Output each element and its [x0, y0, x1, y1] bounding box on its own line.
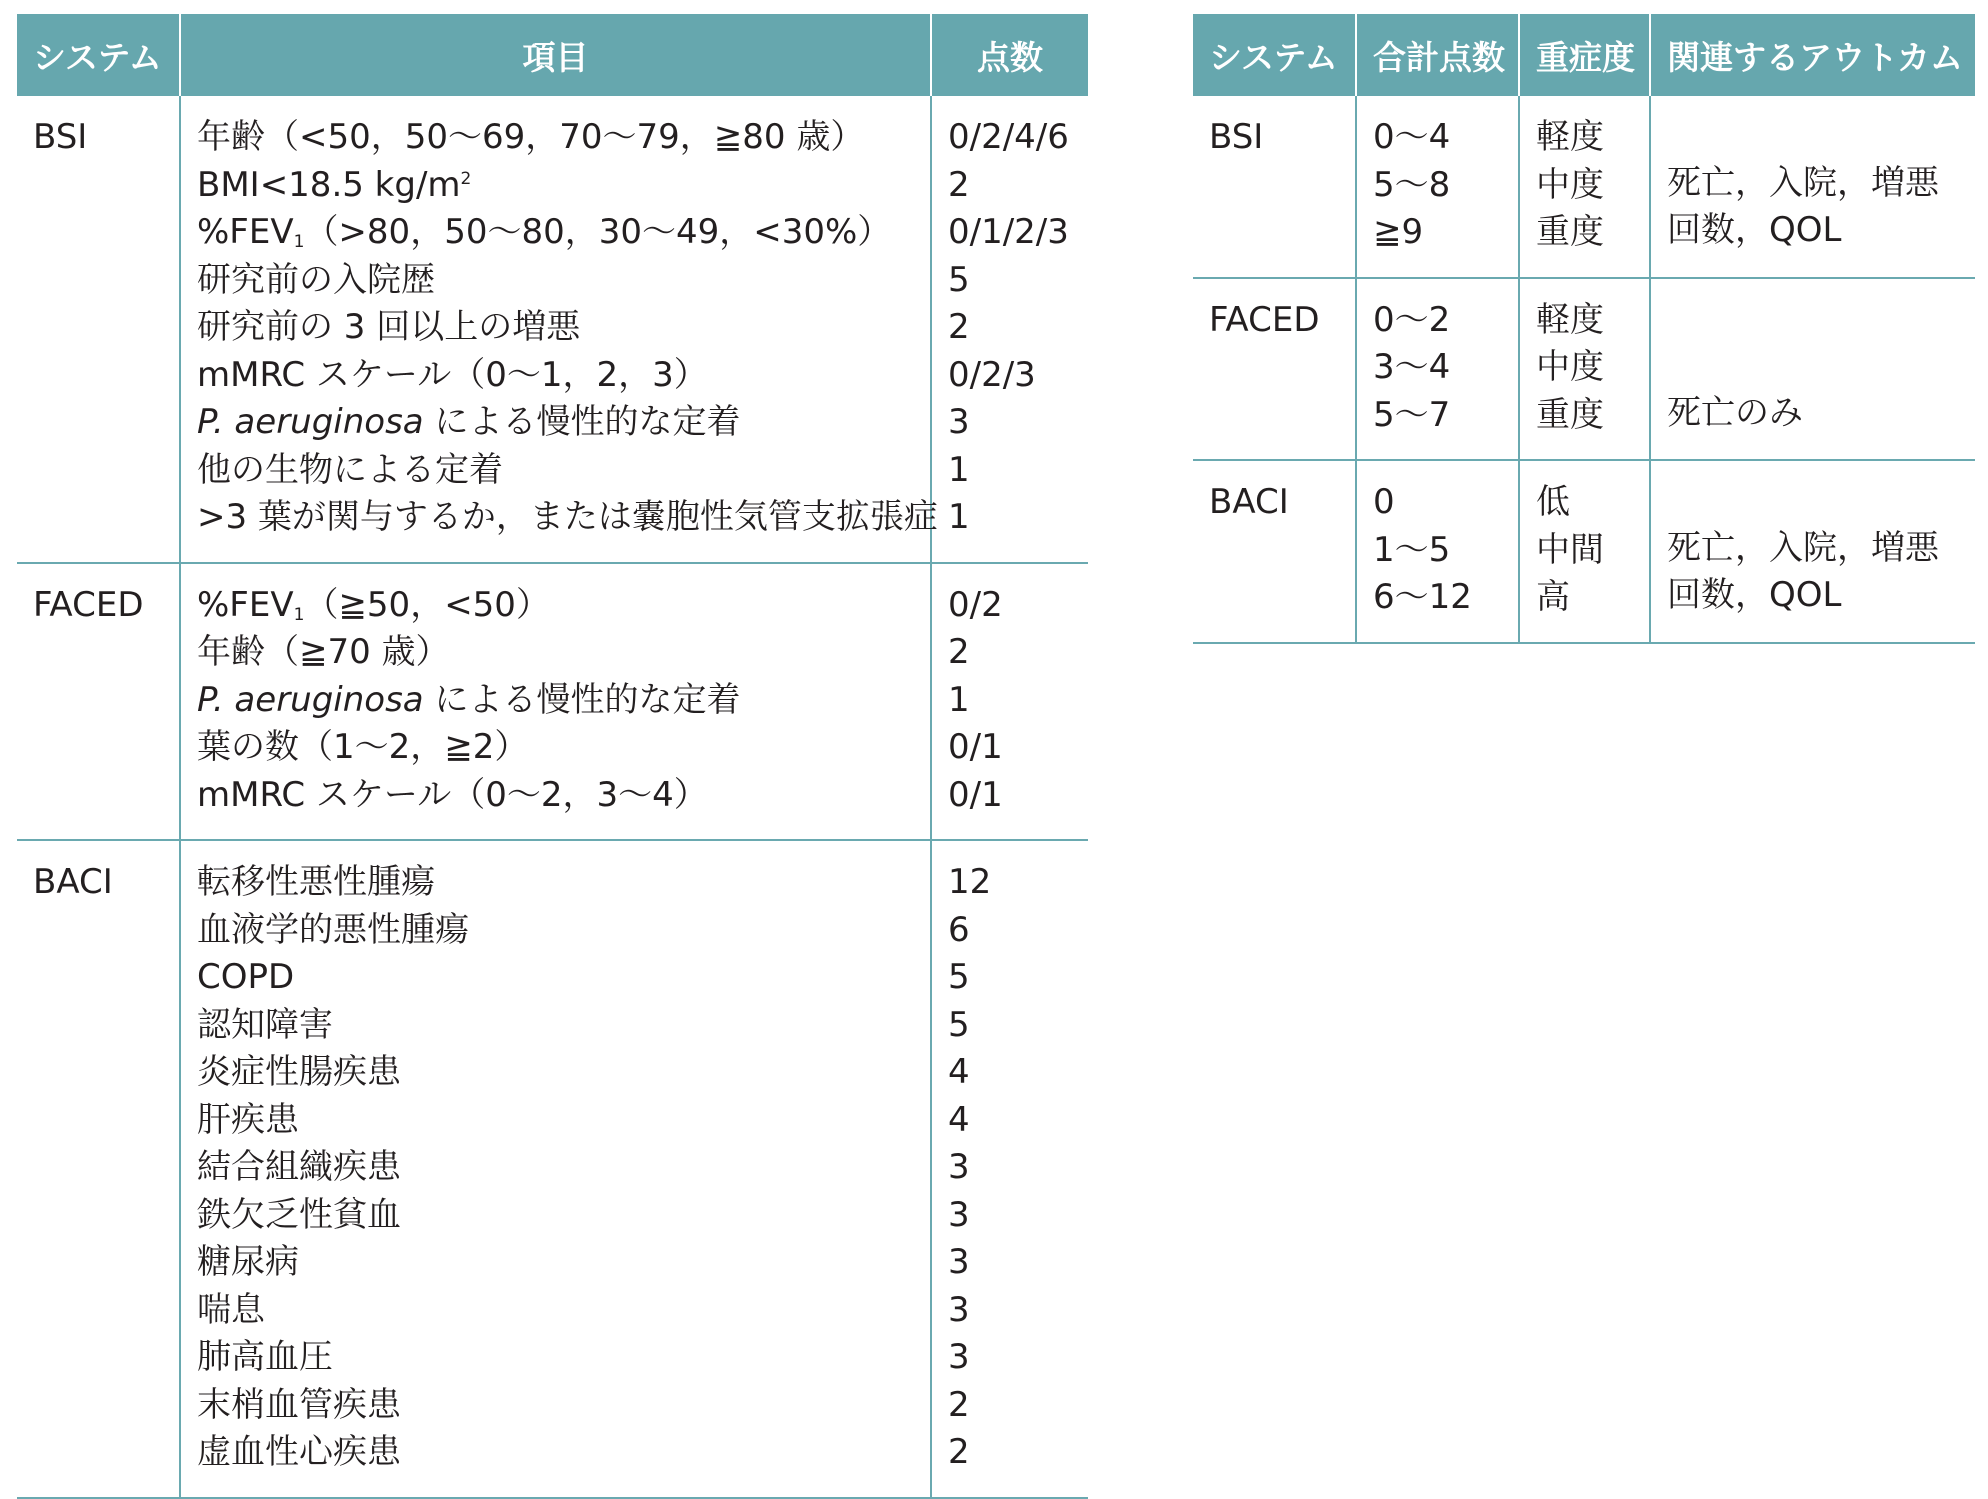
item-text: による慢性的な定着 — [423, 402, 741, 442]
severity-outcome-header-row — [1193, 14, 1975, 96]
item-text: 喘息 — [197, 1289, 265, 1330]
item-text: mMRC スケール（0〜2，3〜4） — [197, 774, 708, 815]
severity-level: 軽度 — [1536, 299, 1604, 340]
score-value: 3 — [948, 1289, 970, 1330]
severity-level: 低 — [1536, 482, 1570, 522]
item-text: 糖尿病 — [197, 1242, 299, 1282]
item-line — [197, 1049, 914, 1097]
header-score: 点数 — [931, 14, 1088, 96]
severity-level: 高 — [1536, 577, 1570, 617]
score-value: 0/2/4/6 — [948, 117, 1069, 157]
header-total-score: 合計点数 — [1356, 14, 1519, 96]
score-value: 2 — [948, 307, 970, 347]
score-value: 4 — [948, 1052, 970, 1092]
item-line — [197, 772, 914, 820]
severity-level: 軽度 — [1536, 117, 1604, 157]
system-row — [1193, 96, 1975, 278]
item-list — [180, 840, 931, 1498]
total-score-range: ≧9 — [1373, 212, 1424, 252]
total-score-range: 5〜7 — [1373, 394, 1451, 435]
item-text: 年齢（≧70 歳） — [197, 632, 450, 672]
score-value: 3 — [948, 1242, 970, 1282]
item-text: BMI<18.5 kg/m — [197, 164, 461, 205]
item-text: %FEV — [197, 212, 294, 252]
scoring-items-table — [17, 14, 1088, 1499]
item-text: mMRC スケール（0〜1，2，3） — [197, 354, 708, 395]
outcome-text: 死亡のみ — [1650, 278, 1975, 461]
item-text: 葉の数（1〜2，≧2） — [197, 727, 529, 767]
system-name: BSI — [1193, 96, 1356, 278]
item-line — [197, 352, 914, 400]
item-line — [197, 1097, 914, 1145]
outcome-text: 死亡，入院，増悪回数，QOL — [1650, 460, 1975, 643]
outcome-text: 死亡，入院，増悪回数，QOL — [1650, 96, 1975, 278]
total-score-range: 3〜4 — [1373, 347, 1451, 387]
item-line — [197, 907, 914, 955]
total-score-list — [1356, 96, 1519, 278]
severity-level: 重度 — [1536, 212, 1604, 252]
item-list — [180, 563, 931, 841]
score-value: 0/2/3 — [948, 354, 1036, 395]
total-score-range: 6〜12 — [1373, 577, 1472, 617]
severity-list — [1519, 460, 1650, 643]
score-value: 5 — [948, 1004, 970, 1045]
score-value: 0/1 — [948, 727, 1003, 767]
severity-list — [1519, 96, 1650, 278]
total-score-range: 5〜8 — [1373, 164, 1451, 205]
total-score-range: 0〜2 — [1373, 299, 1451, 340]
item-subscript: 1 — [293, 604, 305, 625]
score-value: 3 — [948, 1147, 970, 1187]
item-line — [197, 1002, 914, 1050]
header-system: システム — [1193, 14, 1356, 96]
severity-level: 中間 — [1536, 529, 1604, 570]
severity-level: 中度 — [1536, 347, 1604, 387]
total-score-range: 0〜4 — [1373, 117, 1451, 157]
item-line — [197, 494, 938, 542]
score-value: 5 — [948, 957, 970, 997]
score-value: 0/2 — [948, 584, 1003, 625]
score-value: 5 — [948, 259, 970, 300]
item-line — [197, 1192, 914, 1240]
item-list — [180, 96, 938, 563]
item-text: 肺高血圧 — [197, 1337, 333, 1377]
score-value: 1 — [948, 497, 970, 537]
system-row — [17, 96, 1088, 563]
score-list — [931, 563, 1088, 841]
score-value: 2 — [948, 632, 970, 672]
item-line — [197, 1239, 914, 1287]
system-name: FACED — [1193, 278, 1356, 461]
item-text: による慢性的な定着 — [423, 679, 741, 720]
item-line — [197, 724, 914, 772]
item-text: 研究前の入院歴 — [197, 259, 435, 300]
item-organism: P. aeruginosa — [197, 402, 424, 442]
item-line — [197, 1334, 914, 1382]
system-row — [1193, 278, 1975, 461]
system-name: BACI — [17, 840, 180, 1498]
item-line — [197, 1429, 914, 1477]
item-text: 研究前の 3 回以上の増悪 — [197, 307, 581, 347]
total-score-range: 1〜5 — [1373, 529, 1451, 570]
score-value: 0/1 — [948, 774, 1003, 815]
item-subscript: 1 — [293, 232, 305, 252]
system-row — [17, 563, 1088, 841]
item-line — [197, 1382, 914, 1430]
item-text: >3 葉が関与するか，または嚢胞性気管支拡張症 — [197, 497, 938, 537]
total-score-range: 0 — [1373, 482, 1395, 522]
item-line — [197, 677, 914, 725]
item-line — [197, 257, 914, 305]
item-line — [197, 304, 914, 352]
score-value: 6 — [948, 909, 970, 950]
score-value: 3 — [948, 1337, 970, 1377]
item-line — [197, 447, 914, 495]
item-text: 他の生物による定着 — [197, 449, 503, 490]
severity-outcome-table — [1193, 14, 1975, 644]
item-line — [197, 114, 914, 162]
item-text: COPD — [197, 957, 295, 997]
header-system: システム — [17, 14, 180, 96]
severity-level: 中度 — [1536, 164, 1604, 205]
item-text: 年齢（<50，50〜69，70〜79，≧80 歳） — [197, 117, 865, 157]
item-line — [197, 582, 914, 630]
item-superscript: 2 — [460, 168, 472, 189]
score-value: 4 — [948, 1099, 970, 1140]
severity-list — [1519, 278, 1650, 461]
item-text: 炎症性腸疾患 — [197, 1052, 401, 1092]
system-name: BSI — [17, 96, 180, 563]
score-value: 2 — [948, 1384, 970, 1425]
score-value: 12 — [948, 862, 992, 902]
system-name: BACI — [1193, 460, 1356, 643]
item-line — [197, 1287, 914, 1335]
score-value: 3 — [948, 1194, 970, 1235]
system-row — [17, 840, 1088, 1498]
item-text: 血液学的悪性腫瘍 — [197, 909, 469, 950]
system-name: FACED — [17, 563, 180, 841]
total-score-list — [1356, 278, 1519, 461]
item-text: （>80，50〜80，30〜49，<30%） — [304, 212, 892, 252]
score-list — [931, 96, 1088, 563]
header-outcome: 関連するアウトカム — [1650, 14, 1975, 96]
score-list — [931, 840, 1088, 1498]
item-text: 結合組織疾患 — [197, 1147, 401, 1187]
item-line — [197, 399, 914, 447]
item-line — [197, 859, 914, 907]
score-value: 2 — [948, 164, 970, 205]
total-score-list — [1356, 460, 1519, 643]
header-items: 項目 — [180, 14, 931, 96]
severity-level: 重度 — [1536, 394, 1604, 435]
item-line — [197, 954, 914, 1002]
system-row — [1193, 460, 1975, 643]
item-text: 末梢血管疾患 — [197, 1384, 401, 1425]
header-severity: 重症度 — [1519, 14, 1650, 96]
score-value: 0/1/2/3 — [948, 212, 1069, 252]
item-line — [197, 209, 914, 257]
item-organism: P. aeruginosa — [197, 679, 424, 720]
scoring-items-header-row — [17, 14, 1088, 96]
score-value: 3 — [948, 402, 970, 442]
item-text: 鉄欠乏性貧血 — [197, 1194, 401, 1235]
score-value: 2 — [948, 1432, 970, 1472]
item-line — [197, 1144, 914, 1192]
item-text: 認知障害 — [197, 1004, 333, 1045]
score-value: 1 — [948, 679, 970, 720]
item-text: 転移性悪性腫瘍 — [197, 862, 435, 902]
item-text: 肝疾患 — [197, 1099, 299, 1140]
item-text: （≧50，<50） — [304, 584, 550, 625]
item-text: %FEV — [197, 584, 294, 625]
item-text: 虚血性心疾患 — [197, 1432, 401, 1472]
item-line — [197, 162, 914, 210]
item-line — [197, 629, 914, 677]
score-value: 1 — [948, 449, 970, 490]
